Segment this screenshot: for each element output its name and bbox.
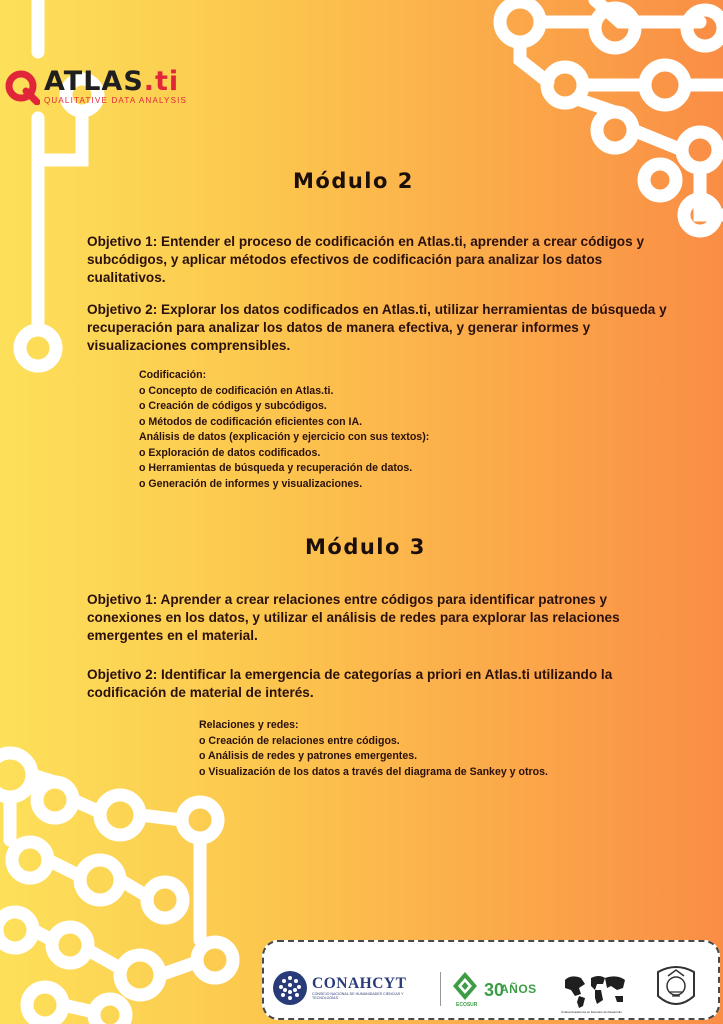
conahcyt-name: CONAHCYT — [312, 974, 407, 992]
logo-title: ATLAS.ti — [44, 66, 180, 97]
university-seal-logo — [652, 962, 700, 1014]
module-2-title: Módulo 2 — [293, 169, 414, 193]
list-item: o Generación de informes y visualizaciones. — [139, 477, 363, 490]
list-item: o Métodos de codificación eficientes con IA. — [139, 415, 363, 428]
anniversary-label: AÑOS — [500, 982, 537, 996]
list-item: o Visualización de los datos a través del diagrama de Sankey y otros. — [199, 765, 548, 778]
list-item: Codificación: — [139, 369, 207, 381]
sponsors-footer — [262, 940, 720, 1020]
svg-text:30: 30 — [484, 980, 505, 1000]
list-item: o Análisis de redes y patrones emergentes. — [199, 750, 418, 762]
module-2-objective-1: Objetivo 1: Entender el proceso de codificación en Atlas.ti, aprender a crear códigos y subcódigos, y aplicar métodos efectivos de codificación para analizar los datos cualitativos. — [87, 234, 644, 285]
world-map-icon — [565, 976, 625, 1008]
conahcyt-subtitle: CONSEJO NACIONAL DE HUMANIDADES CIENCIAS Y TECNOLOGÍAS — [312, 991, 404, 1000]
svg-text:ECOSUR: ECOSUR — [456, 1002, 478, 1008]
module-2-topic-list — [139, 368, 429, 492]
module-2-objective-2: Objetivo 2: Explorar los datos codificados en Atlas.ti, utilizar herramientas de búsqueda y recuperación para analizar los datos de manera efectiva, y generar informes y visualizaciones comprensibles. — [87, 302, 667, 353]
atlas-ti-logo-icon — [4, 69, 40, 105]
footer-divider — [440, 972, 441, 1006]
university-seal-icon — [658, 967, 694, 1004]
module-3-title: Módulo 3 — [305, 535, 426, 559]
conahcyt-logo — [272, 970, 417, 1006]
atlas-ti-logo — [4, 68, 187, 105]
world-map-logo — [561, 970, 629, 1014]
conahcyt-emblem-icon — [272, 970, 308, 1006]
list-item: o Creación de códigos y subcódigos. — [139, 400, 327, 412]
logo-subtitle: QUALITATIVE DATA ANALYSIS — [44, 96, 188, 105]
list-item: o Exploración de datos codificados. — [139, 446, 321, 459]
list-item: Relaciones y redes: — [199, 719, 299, 731]
module-3-objective-2: Objetivo 2: Identificar la emergencia de categorías a priori en Atlas.ti utilizando la codificación de material de interés. — [87, 667, 613, 700]
module-3-topic-list — [199, 718, 548, 780]
list-item: o Concepto de codificación en Atlas.ti. — [139, 384, 334, 397]
module-3-objective-1: Objetivo 1: Aprender a crear relaciones entre códigos para identificar patrones y conexiones en los datos, y utilizar el análisis de redes para explorar las relaciones emergentes en el material. — [87, 592, 620, 643]
list-item: Análisis de datos (explicación y ejercicio con sus textos): — [139, 431, 430, 443]
list-item: o Herramientas de búsqueda y recuperación de datos. — [139, 462, 413, 474]
ecosur-emblem-icon — [453, 972, 477, 1000]
svg-text:Unidad Académica en Estudios d: Unidad Académica en Estudios del Desarrollo — [561, 1010, 622, 1014]
list-item: o Creación de relaciones entre códigos. — [199, 734, 400, 747]
